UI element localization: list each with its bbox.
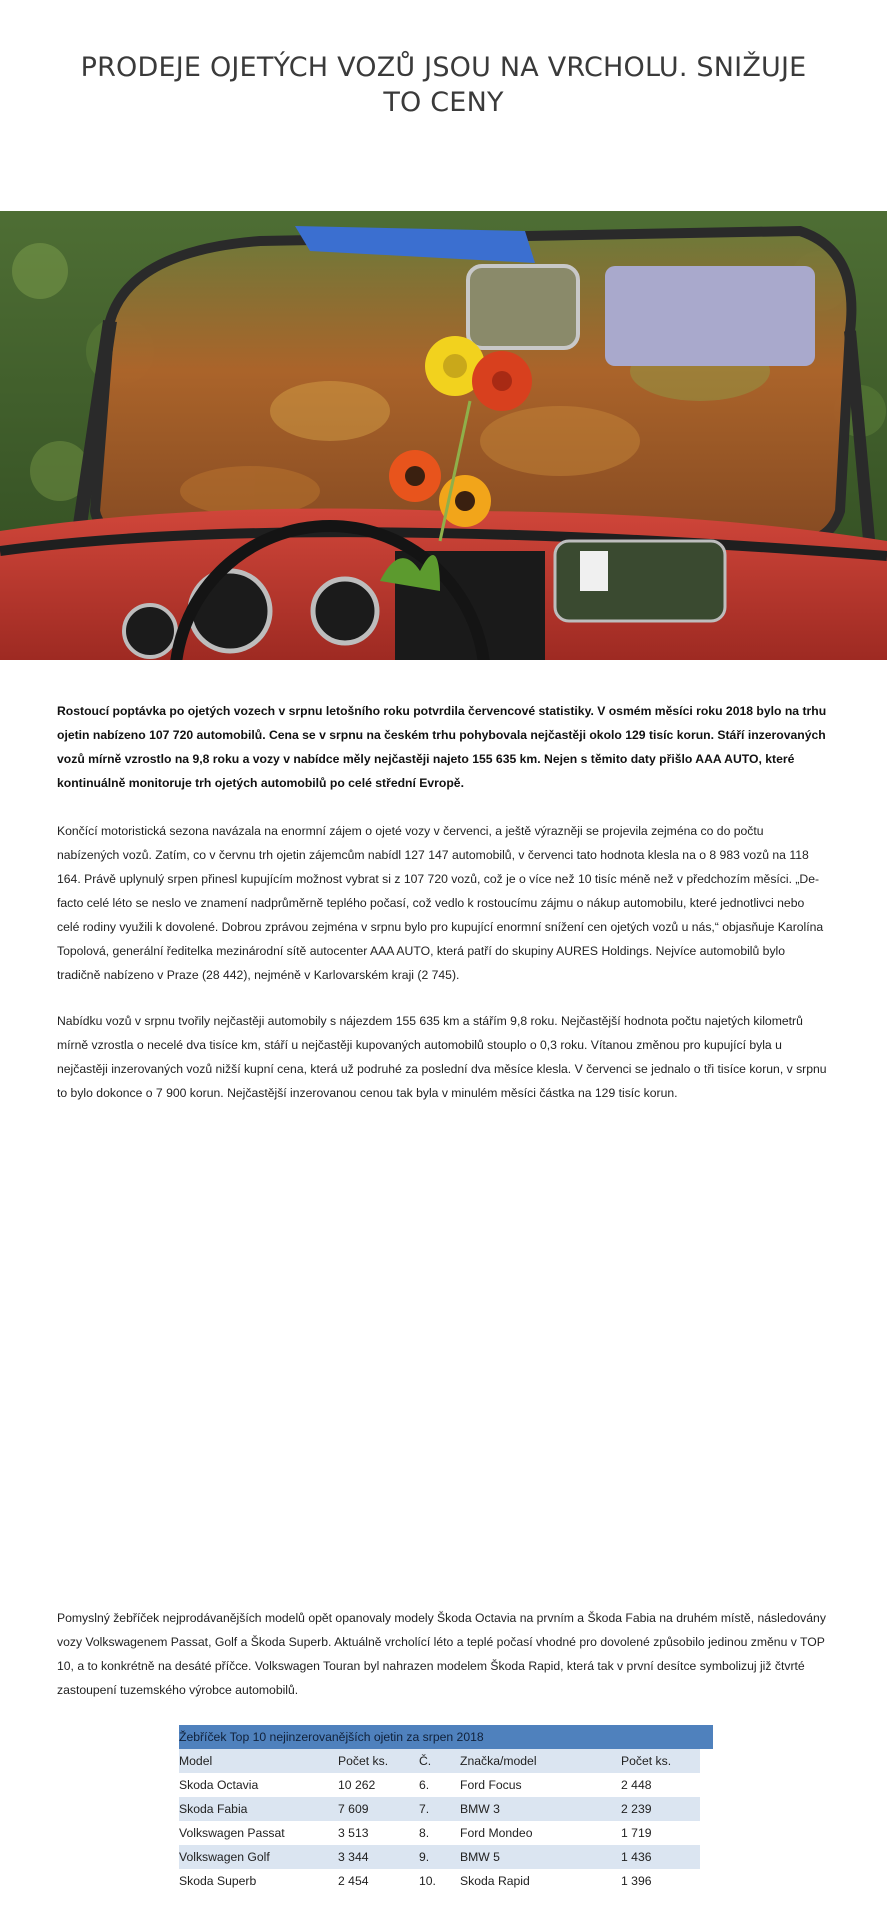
cell-rank: 6. — [419, 1778, 430, 1792]
cell-model: Ford Focus — [460, 1778, 522, 1792]
paragraph-text: Pomyslný žebříček nejprodávanějších modelů opět opanovaly modely Škoda Octavia na prvním a Škoda Fabia na druhém místě, následovány vozy Volkswagenem Passat, Golf a Škoda Superb. Aktuálně vrcholící léto a teplé počasí vhodné pro dovolené způsobilo jedinou změnu v TOP 10, a to konkrétně na desáté příčce. Volkswagen Touran byl nahrazen modelem Škoda Rapid, která tak v první desítce symbolizuj již čtvrté zastoupení tuzemského výrobce automobilů. — [57, 1611, 826, 1697]
hero-image — [0, 211, 887, 660]
cell-model: Skoda Rapid — [460, 1874, 530, 1888]
lead-text: Rostoucí poptávka po ojetých vozech v srpnu letošního roku potvrdila červencové statistiky. V osmém měsíci roku 2018 bylo na trhu ojetin nabízeno 107 720 automobilů. Cena se v srpnu na českém trhu pohybovala nejčastěji okolo 129 tisíc korun. Stáří inzerovaných vozů mírně vzrostlo na 9,8 roku a vozy v nabídce měly nejčastěji najeto 155 635 km. Nejen s těmito daty přišlo AAA AUTO, které kontinuálně monitoruje trh ojetých automobilů po celé střední Evropě. — [57, 704, 827, 790]
cell-count: 3 513 — [338, 1826, 369, 1840]
cell-count: 1 396 — [621, 1874, 652, 1888]
table-row — [179, 1797, 700, 1821]
cell-count: 2 239 — [621, 1797, 700, 1821]
table-row — [179, 1773, 700, 1797]
cell-count: 2 448 — [621, 1778, 652, 1792]
header-cell: Značka/model — [460, 1749, 621, 1773]
cell-rank: 9. — [419, 1845, 460, 1869]
article-paragraph-3 — [57, 1009, 827, 1105]
article-title: PRODEJE OJETÝCH VOZŮ JSOU NA VRCHOLU. SNIŽUJE TO CENY — [80, 52, 807, 118]
cell-rank: 8. — [419, 1826, 430, 1840]
article-paragraph-4 — [57, 1606, 827, 1702]
table-row — [179, 1821, 700, 1845]
article-lead-paragraph — [57, 699, 827, 795]
top10-grid — [179, 1749, 700, 1893]
empty-embed-area — [57, 1120, 827, 1590]
cell-model: BMW 5 — [460, 1845, 621, 1869]
cell-count: 2 454 — [338, 1874, 369, 1888]
cell-model: BMW 3 — [460, 1797, 621, 1821]
paragraph-text: Nabídku vozů v srpnu tvořily nejčastěji automobily s nájezdem 155 635 km a stářím 9,8 roku. Nejčastější hodnota počtu najetých kilometrů mírně vzrostla o necelé dva tisíce km, stáří u nejčastěji kupovaných automobilů stouplo o 0,3 roku. Vítanou změnou pro kupující byla u nejčastěji inzerovaných vozů nižší kupní cena, která už podruhé za poslední dva měsíce klesla. V červenci se jednalo o tři tisíce korun, v srpnu to bylo dokonce o 7 900 korun. Nejčastější inzerovanou cenou tak byla v minulém měsíci částka na 129 tisíc korun. — [57, 1014, 827, 1100]
cell-count: 7 609 — [338, 1797, 419, 1821]
header-cell: Počet ks. — [621, 1749, 700, 1773]
table-row — [179, 1845, 700, 1869]
header-cell: Počet ks. — [338, 1749, 419, 1773]
car-dashboard-photo — [0, 211, 887, 660]
cell-model: Ford Mondeo — [460, 1826, 533, 1840]
cell-model: Volkswagen Golf — [179, 1845, 338, 1869]
article-paragraph-2 — [57, 819, 827, 987]
header-cell: Č. — [419, 1749, 460, 1773]
cell-model: Skoda Octavia — [179, 1778, 259, 1792]
table-caption: Žebříček Top 10 nejinzerovanějších ojetin za srpen 2018 — [179, 1725, 713, 1749]
cell-count: 1 436 — [621, 1845, 700, 1869]
cell-model: Volkswagen Passat — [179, 1826, 285, 1840]
cell-rank: 7. — [419, 1797, 460, 1821]
table-row — [179, 1869, 700, 1893]
cell-model: Skoda Superb — [179, 1874, 257, 1888]
cell-count: 1 719 — [621, 1826, 652, 1840]
cell-count: 10 262 — [338, 1778, 376, 1792]
paragraph-text: Končící motoristická sezona navázala na enormní zájem o ojeté vozy v červenci, a ještě výrazněji se projevila zejména co do počtu nabízených vozů. Zatím, co v červnu trh ojetin zájemcům nabídl 127 147 automobilů, v červenci tato hodnota klesla na o 8 983 vozů na 118 164. Právě uplynulý srpen přinesl kupujícím možnost vybrat si z 107 720 vozů, což je o více než 10 tisíc méně než v předchozím měsíci. „De-facto celé léto se neslo ve znamení nadprůměrně teplého počasí, což vedlo k rostoucímu zájmu o nákup automobilu, které jednotlivci nebo celé rodiny využili k dovolené. Dobrou zprávou zejména v srpnu bylo pro kupující enormní snížení cen ojetých vozů u nás,“ objasňuje Karolína Topolová, generální ředitelka mezinárodní sítě autocenter AAA AUTO, která patří do skupiny AURES Holdings. Nejvíce automobilů bylo tradičně nabízeno v Praze (28 442), nejméně v Karlovarském kraji (2 745). — [57, 824, 824, 982]
table-header-row — [179, 1749, 700, 1773]
header-cell: Model — [179, 1749, 338, 1773]
top10-table — [179, 1725, 713, 1893]
cell-count: 3 344 — [338, 1845, 419, 1869]
cell-rank: 10. — [419, 1874, 436, 1888]
cell-model: Skoda Fabia — [179, 1797, 338, 1821]
